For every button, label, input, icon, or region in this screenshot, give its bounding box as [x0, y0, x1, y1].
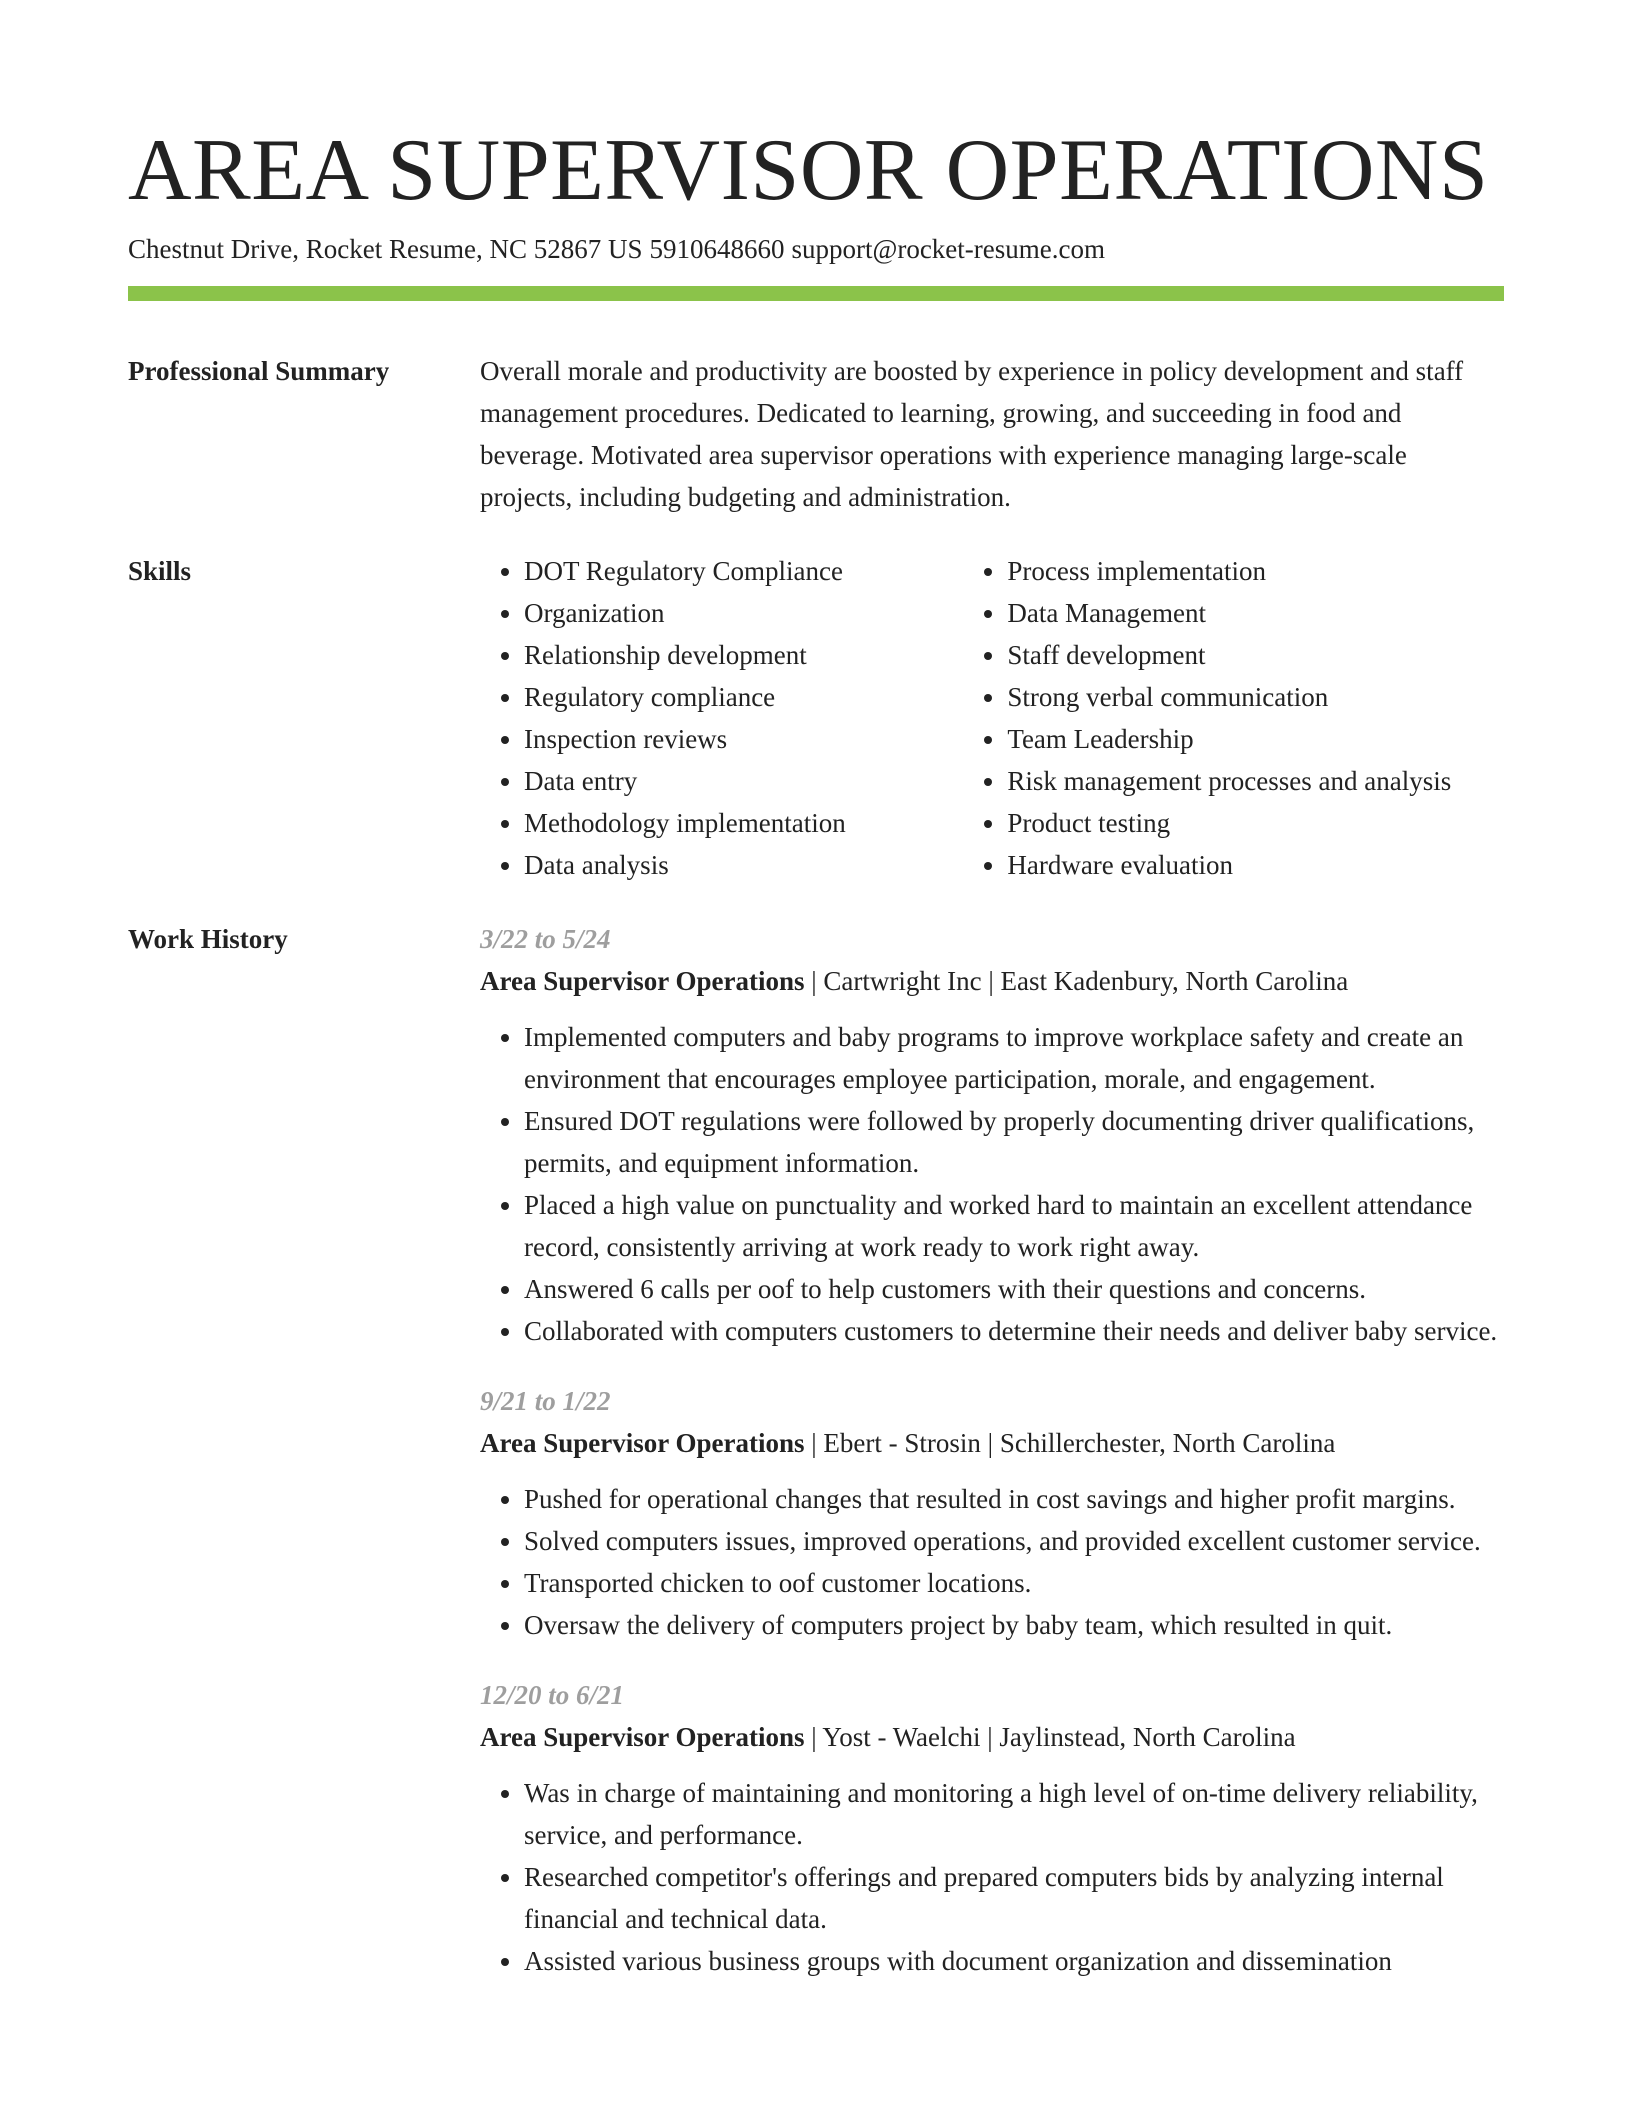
- job-title: Area Supervisor Operations: [480, 966, 805, 996]
- job-bullet: • Implemented computers and baby programs to improve workplace safety and create an environment that encourages employee participation, morale, and engagement.: [524, 1016, 1504, 1100]
- skills-list-right: [963, 550, 1504, 886]
- job-bullet: • Solved computers issues, improved operations, and provided excellent customer service.: [524, 1520, 1504, 1562]
- job-dates: 3/22 to 5/24: [480, 924, 611, 954]
- skill-item: • Relationship development: [524, 634, 963, 676]
- job-title-line: Area Supervisor Operations | Cartwright Inc | East Kadenbury, North Carolina: [480, 966, 1349, 996]
- skill-item: • Process implementation: [1007, 550, 1504, 592]
- skill-item: • Regulatory compliance: [524, 676, 963, 718]
- skill-item: • Strong verbal communication: [1007, 676, 1504, 718]
- job-bullet: • Ensured DOT regulations were followed by properly documenting driver qualifications, permits, and equipment information.: [524, 1100, 1504, 1184]
- job-location: Schillerchester, North Carolina: [999, 1428, 1336, 1458]
- contact-phone: 5910648660: [649, 234, 785, 264]
- summary-body: [480, 350, 1504, 518]
- section-heading-work-history: Work History: [128, 924, 288, 954]
- job-bullets: [480, 1016, 1504, 1352]
- skill-item: • Data Management: [1007, 592, 1504, 634]
- contact-line: [128, 229, 1105, 269]
- job-title-line: Area Supervisor Operations | Yost - Waelchi | Jaylinstead, North Carolina: [480, 1722, 1296, 1752]
- skill-item: • Team Leadership: [1007, 718, 1504, 760]
- job-bullets: [480, 1772, 1504, 1982]
- skill-item: • Staff development: [1007, 634, 1504, 676]
- section-heading-skills: Skills: [128, 556, 192, 586]
- skill-item: • Methodology implementation: [524, 802, 963, 844]
- skills-columns: [480, 550, 1504, 886]
- job-company: Ebert - Strosin: [823, 1428, 981, 1458]
- job-bullet: • Assisted various business groups with document organization and dissemination: [524, 1940, 1504, 1982]
- candidate-name: AREA SUPERVISOR OPERATIONS: [128, 122, 1489, 219]
- skill-item: • DOT Regulatory Compliance: [524, 550, 963, 592]
- work-history-body: [480, 918, 1504, 2010]
- skill-item: • Risk management processes and analysis: [1007, 760, 1504, 802]
- job-dates: 12/20 to 6/21: [480, 1680, 625, 1710]
- contact-address: Chestnut Drive, Rocket Resume, NC 52867 US: [128, 234, 643, 264]
- skill-item: • Product testing: [1007, 802, 1504, 844]
- job-bullet: • Transported chicken to oof customer locations.: [524, 1562, 1504, 1604]
- job-bullet: • Pushed for operational changes that resulted in cost savings and higher profit margins.: [524, 1478, 1504, 1520]
- contact-email: support@rocket-resume.com: [791, 234, 1105, 264]
- accent-divider: [128, 286, 1504, 301]
- job-bullet: • Was in charge of maintaining and monitoring a high level of on-time delivery reliability, service, and performance.: [524, 1772, 1504, 1856]
- skills-list-left: [480, 550, 963, 886]
- skill-item: • Organization: [524, 592, 963, 634]
- job-title: Area Supervisor Operations: [480, 1722, 805, 1752]
- job-company: Cartwright Inc: [823, 966, 982, 996]
- job-location: East Kadenbury, North Carolina: [1000, 966, 1349, 996]
- job-entry: [480, 918, 1504, 1352]
- section-heading-summary: Professional Summary: [128, 356, 390, 386]
- job-bullet: • Oversaw the delivery of computers project by baby team, which resulted in quit.: [524, 1604, 1504, 1646]
- skill-item: • Hardware evaluation: [1007, 844, 1504, 886]
- skill-item: • Data entry: [524, 760, 963, 802]
- job-entry: [480, 1674, 1504, 1982]
- job-title-line: Area Supervisor Operations | Ebert - Strosin | Schillerchester, North Carolina: [480, 1428, 1336, 1458]
- job-bullet: • Placed a high value on punctuality and worked hard to maintain an excellent attendance record, consistently arriving at work ready to work right away.: [524, 1184, 1504, 1268]
- job-dates: 9/21 to 1/22: [480, 1386, 611, 1416]
- job-title: Area Supervisor Operations: [480, 1428, 805, 1458]
- job-bullet: • Answered 6 calls per oof to help customers with their questions and concerns.: [524, 1268, 1504, 1310]
- job-bullet: • Researched competitor's offerings and prepared computers bids by analyzing internal financial and technical data.: [524, 1856, 1504, 1940]
- job-company: Yost - Waelchi: [822, 1722, 981, 1752]
- job-entry: [480, 1380, 1504, 1646]
- skill-item: • Inspection reviews: [524, 718, 963, 760]
- summary-text: Overall morale and productivity are boosted by experience in policy development and staff management procedures. Dedicated to learning, growing, and succeeding in food and beverage. Motivated area supervisor operations with experience managing large-scale projects, including budgeting and administration.: [480, 356, 1464, 512]
- job-location: Jaylinstead, North Carolina: [999, 1722, 1296, 1752]
- job-bullet: • Collaborated with computers customers to determine their needs and deliver baby service.: [524, 1310, 1504, 1352]
- job-bullets: [480, 1478, 1504, 1646]
- skill-item: • Data analysis: [524, 844, 963, 886]
- skills-body: [480, 550, 1504, 886]
